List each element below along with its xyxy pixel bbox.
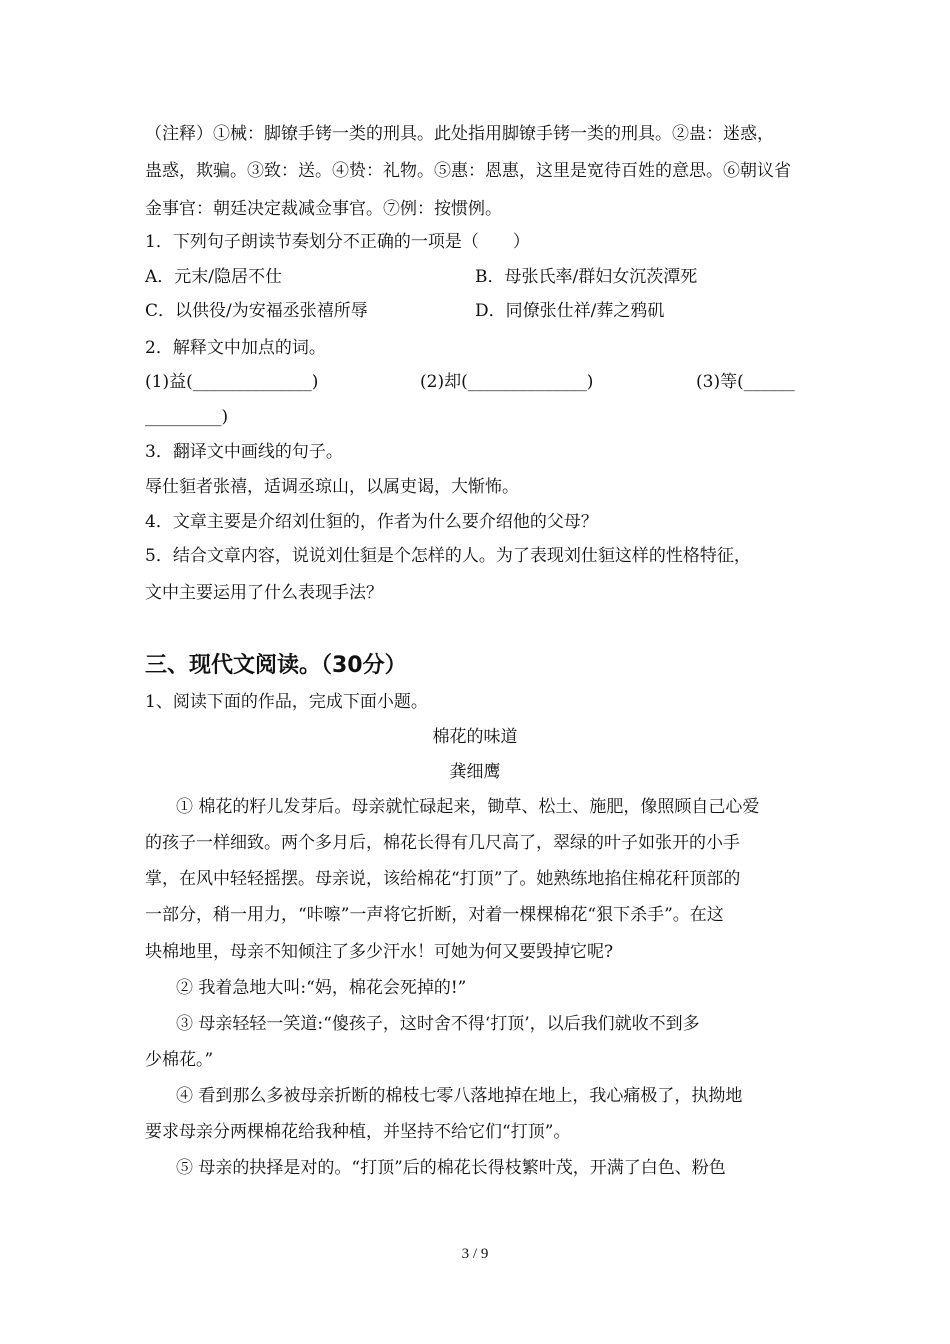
question-3-sentence: 辱仕貆者张禧，适调丞琼山，以属吏谒，大惭怖。 [145,477,519,497]
paragraph-4-line-1: ④ 看到那么多被母亲折断的棉枝七零八落地掉在地上，我心痛极了，执拗地 [176,1086,743,1106]
question-2-item-1: (1)益(______________) [145,372,319,392]
note-line-2: 蛊惑，欺骗。③致：送。④贽：礼物。⑤惠：恩惠，这里是宽待百姓的意思。⑥朝议省 [145,161,791,181]
question-2-item-2: (2)却(______________) [420,372,594,392]
paragraph-3-line-2: 少棉花。” [145,1050,214,1070]
question-1-option-d: D．同僚张仕祥/葬之鸦矶 [475,301,665,321]
paragraph-1-line-4: 一部分，稍一用力，“咔嚓”一声将它折断，对着一棵棵棉花“狠下杀手”。在这 [145,905,724,925]
article-author: 龚细鹰 [449,762,501,782]
question-5-line-1: 5．结合文章内容，说说刘仕貆是个怎样的人。为了表现刘仕貆这样的性格特征， [145,546,751,566]
question-4-stem: 4．文章主要是介绍刘仕貆的，作者为什么要介绍他的父母？ [145,512,598,532]
question-3-stem: 3．翻译文中画线的句子。 [145,442,343,462]
paragraph-2: ② 我着急地大叫:“妈，棉花会死掉的!” [176,978,467,998]
note-line-1: （注释）①械：脚镣手铐一类的刑具。此处指用脚镣手铐一类的刑具。②蛊：迷惑， [145,124,774,144]
question-2-item-3: (3)等(______ [696,372,795,392]
paragraph-1-line-5: 块棉地里，母亲不知倾注了多少汗水！可她为何又要毁掉它呢? [145,942,614,962]
question-1-stem: 1．下列句子朗读节奏划分不正确的一项是（ ） [145,232,530,252]
article-title: 棉花的味道 [432,727,518,747]
paragraph-1-line-1: ① 棉花的籽儿发芽后。母亲就忙碌起来，锄草、松土、施肥，像照顾自己心爱 [176,797,760,817]
question-1-option-c: C．以供役/为安福丞张禧所辱 [145,301,368,321]
question-2-item-3-continued: _________) [145,407,229,427]
paragraph-1-line-2: 的孩子一样细致。两个多月后，棉花长得有几尺高了，翠绿的叶子如张开的小手 [145,833,740,853]
question-1-option-b: B．母张氏率/群妇女沉茨潭死 [475,267,698,287]
section-intro: 1、阅读下面的作品，完成下面小题。 [145,692,428,712]
section-heading: 三、现代文阅读。（30分） [145,653,407,678]
note-line-3: 金事官：朝廷决定裁减佥事官。⑦例：按惯例。 [145,199,502,219]
paragraph-1-line-3: 掌，在风中轻轻摇摆。母亲说，该给棉花“打顶”了。她熟练地掐住棉花秆顶部的 [145,869,741,889]
paragraph-5-line-1: ⑤ 母亲的抉择是对的。“打顶”后的棉花长得枝繁叶茂，开满了白色、粉色 [176,1158,726,1178]
paragraph-3-line-1: ③ 母亲轻轻一笑道:“傻孩子，这时舍不得‘打顶’，以后我们就收不到多 [176,1014,700,1034]
question-2-stem: 2．解释文中加点的词。 [145,338,326,358]
paragraph-4-line-2: 要求母亲分两棵棉花给我种植，并坚持不给它们“打顶”。 [145,1122,571,1142]
question-1-option-a: A．元末/隐居不仕 [145,267,283,287]
page-number: 3 / 9 [461,1246,489,1262]
question-5-line-2: 文中主要运用了什么表现手法？ [145,583,383,603]
